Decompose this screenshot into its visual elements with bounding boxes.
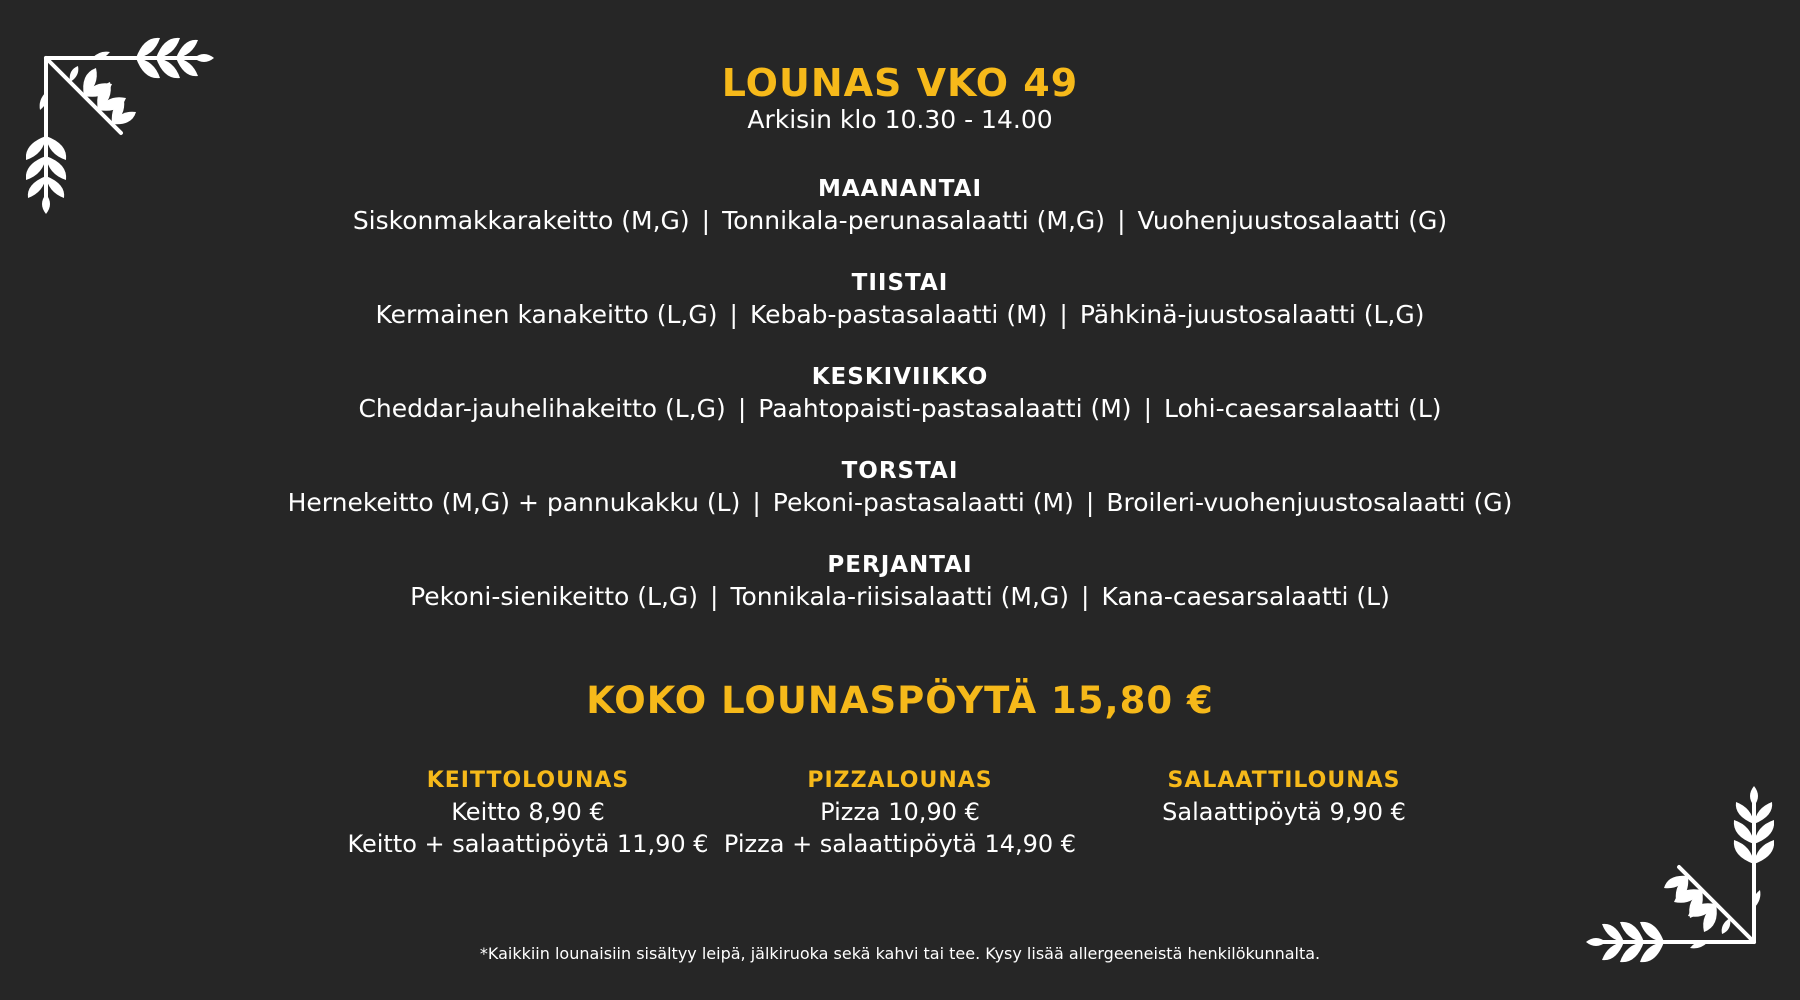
price-line: Keitto + salaattipöytä 11,90 € xyxy=(347,830,709,858)
day-name: TIISTAI xyxy=(851,270,949,296)
dish: Kermainen kanakeitto (L,G) xyxy=(375,300,718,329)
separator: | xyxy=(1143,394,1152,423)
separator: | xyxy=(1059,300,1068,329)
day-dishes xyxy=(0,298,1800,332)
separator: | xyxy=(1085,488,1095,517)
price-line: Pizza + salaattipöytä 14,90 € xyxy=(723,830,1077,858)
day-name: PERJANTAI xyxy=(827,552,973,578)
buffet-price-title: KOKO LOUNASPÖYTÄ 15,80 € xyxy=(586,679,1214,722)
price-line: Pizza 10,90 € xyxy=(820,798,980,826)
day-block-monday xyxy=(0,174,1800,238)
separator: | xyxy=(729,300,738,329)
price-line: Salaattipöytä 9,90 € xyxy=(1162,798,1406,826)
dish: Tonnikala-riisisalaatti (M,G) xyxy=(730,582,1070,611)
separator: | xyxy=(701,206,711,235)
separator: | xyxy=(737,394,747,423)
dish: Broileri-vuohenjuustosalaatti (G) xyxy=(1106,488,1513,517)
separator: | xyxy=(710,582,719,611)
day-block-wednesday xyxy=(0,362,1800,426)
dish: Tonnikala-perunasalaatti (M,G) xyxy=(722,206,1106,235)
separator: | xyxy=(1081,582,1090,611)
day-name: TORSTAI xyxy=(841,458,959,484)
day-block-tuesday xyxy=(0,268,1800,332)
dish: Pekoni-pastasalaatti (M) xyxy=(772,488,1074,517)
separator: | xyxy=(752,488,761,517)
lunch-column-soup xyxy=(318,766,738,860)
day-block-friday xyxy=(0,550,1800,614)
day-name: KESKIVIIKKO xyxy=(811,364,989,390)
dish: Kana-caesarsalaatti (L) xyxy=(1101,582,1390,611)
day-block-thursday xyxy=(0,456,1800,520)
dish: Kebab-pastasalaatti (M) xyxy=(749,300,1048,329)
lunch-column-heading: KEITTOLOUNAS xyxy=(426,768,630,793)
day-dishes xyxy=(0,204,1800,238)
menu-title: LOUNAS VKO 49 xyxy=(721,61,1079,105)
dish: Pekoni-sienikeitto (L,G) xyxy=(410,582,699,611)
dish: Paahtopaisti-pastasalaatti (M) xyxy=(758,394,1132,423)
dish: Pähkinä-juustosalaatti (L,G) xyxy=(1079,300,1425,329)
lunch-column-pizza xyxy=(690,766,1110,860)
dish: Vuohenjuustosalaatti (G) xyxy=(1137,206,1448,235)
footnote: *Kaikkiin lounaisiin sisältyy leipä, jälkiruoka sekä kahvi tai tee. Kysy lisää allergeeneistä henkilökunnalta. xyxy=(479,944,1321,963)
dish: Siskonmakkarakeitto (M,G) xyxy=(352,206,690,235)
separator: | xyxy=(1117,206,1126,235)
lunch-column-heading: PIZZALOUNAS xyxy=(807,768,993,793)
day-dishes xyxy=(0,392,1800,426)
day-name: MAANANTAI xyxy=(817,176,983,202)
lunch-column-salad xyxy=(1074,766,1494,828)
day-dishes xyxy=(0,486,1800,520)
dish: Cheddar-jauhelihakeitto (L,G) xyxy=(358,394,726,423)
dish: Lohi-caesarsalaatti (L) xyxy=(1164,394,1442,423)
opening-hours: Arkisin klo 10.30 - 14.00 xyxy=(747,105,1053,134)
day-dishes xyxy=(0,580,1800,614)
price-line: Keitto 8,90 € xyxy=(451,798,605,826)
dish: Hernekeitto (M,G) + pannukakku (L) xyxy=(287,488,741,517)
lunch-column-heading: SALAATTILOUNAS xyxy=(1167,768,1401,793)
